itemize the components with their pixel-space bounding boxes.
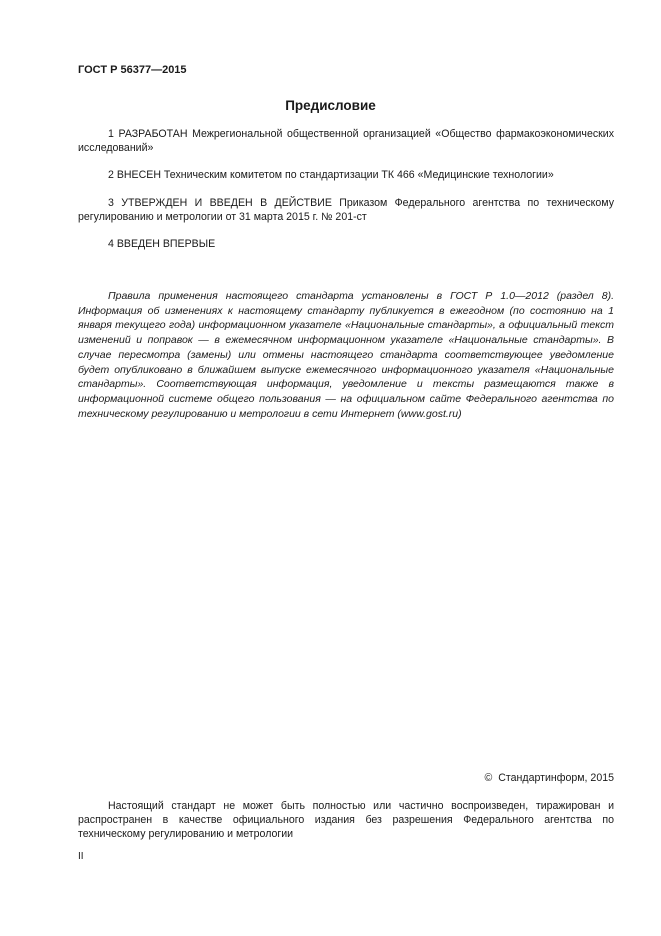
item-lead: 3 УТВЕРЖДЕН И ВВЕДЕН В ДЕЙСТВИЕ xyxy=(108,196,332,209)
standard-id-header: ГОСТ Р 56377—2015 xyxy=(78,64,187,76)
page-number: II xyxy=(78,851,84,862)
foreword-item-1 xyxy=(78,127,614,155)
foreword-item-3 xyxy=(78,196,614,224)
item-lead: 2 ВНЕСЕН xyxy=(108,169,161,182)
copyright-line xyxy=(484,772,614,784)
application-rules-note: Правила применения настоящего стандарта установлены в ГОСТ Р 1.0—2012 (раздел 8). Информация об изменениях к настоящему стандарту публикуется в ежегодном (по состоянию на 1 января текущего года) информационном указателе «Национальные стандарты», а официальный текст изменений и поправок — в ежемесячном информационном указателе «Национальные стандарты». В случае пересмотра (замены) или отмены настоящего стандарта соответствующее уведомление будет опубликовано в ближайшем выпуске ежемесячного информационного указателя «Национальные стандарты». Соответствующая информация, уведомление и тексты размещаются также в информационной системе общего пользования — на официальном сайте Федерального агентства по техническому регулированию и метрологии в сети Интернет (www.gost.ru) xyxy=(78,290,614,420)
foreword-list xyxy=(78,127,614,264)
foreword-item-4 xyxy=(78,237,614,251)
copyright-text: Стандартинформ, 2015 xyxy=(498,772,614,784)
item-lead: 1 РАЗРАБОТАН xyxy=(108,128,188,140)
item-text: Приказом Федерального агентства по техническому регулированию и метрологии от 31 марта 2015 г. № 201-ст xyxy=(78,196,614,223)
item-text: Межрегиональной общественной организацией «Общество фармакоэкономических исследований» xyxy=(78,128,614,155)
page-title: Предисловие xyxy=(285,98,376,113)
legal-notice: Настоящий стандарт не может быть полностью или частично воспроизведен, тиражирован и распространен в качестве официального издания без разрешения Федерального агентства по техническому регулированию и метрологии xyxy=(78,800,614,841)
item-lead: 4 ВВЕДЕН ВПЕРВЫЕ xyxy=(108,238,216,251)
foreword-item-2 xyxy=(78,168,614,182)
item-text: Техническим комитетом по стандартизации ТК 466 «Медицинские технологии» xyxy=(160,169,554,182)
copyright-icon: © xyxy=(484,772,493,784)
